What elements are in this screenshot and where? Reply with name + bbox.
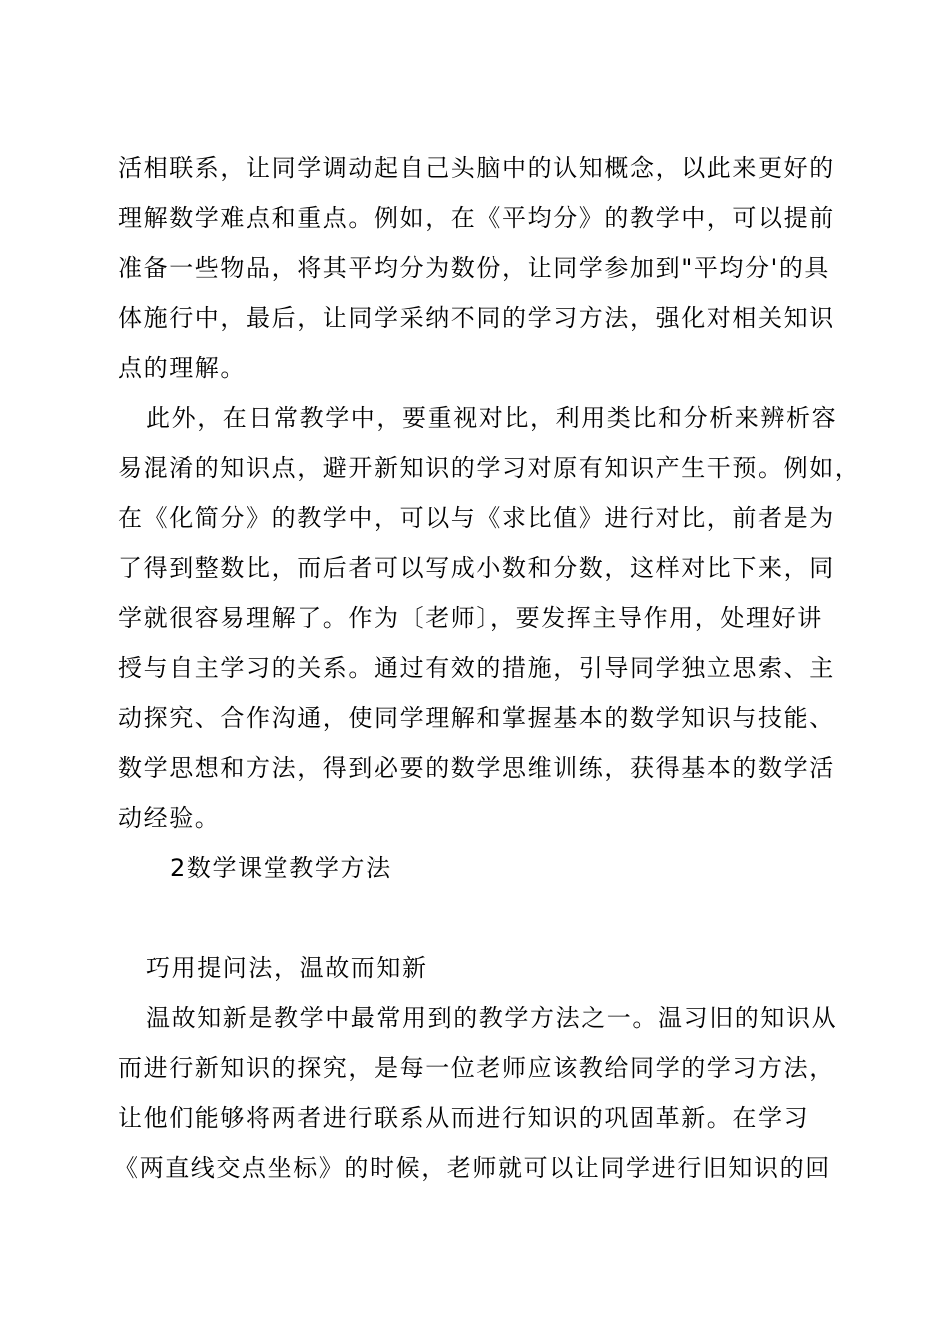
paragraph-2-line-4: 了得到整数比，而后者可以写成小数和分数，这样对比下来，同 <box>118 554 835 582</box>
paragraph-2-line-9: 动经验。 <box>118 804 221 832</box>
paragraph-1-line-5: 点的理解。 <box>118 354 246 382</box>
section-heading: 2数学课堂教学方法 <box>170 854 392 882</box>
paragraph-2-line-8: 数学思想和方法，得到必要的数学思维训练，获得基本的数学活 <box>118 754 835 782</box>
paragraph-1-line-1: 活相联系，让同学调动起自己头脑中的认知概念，以此来更好的 <box>118 154 835 182</box>
paragraph-1-line-3: 准备一些物品，将其平均分为数份，让同学参加到"平均分'的具 <box>118 254 831 282</box>
paragraph-2-line-7: 动探究、合作沟通，使同学理解和掌握基本的数学知识与技能、 <box>118 704 835 732</box>
paragraph-3-line-3: 让他们能够将两者进行联系从而进行知识的巩固革新。在学习 <box>118 1104 810 1132</box>
paragraph-3-line-2: 而进行新知识的探究，是每一位老师应该教给同学的学习方法， <box>118 1054 835 1082</box>
paragraph-2-line-6: 授与自主学习的关系。通过有效的措施，引导同学独立思索、主 <box>118 654 835 682</box>
paragraph-2-line-1: 此外，在日常教学中，要重视对比，利用类比和分析来辨析容 <box>146 404 838 432</box>
paragraph-2-line-2: 易混淆的知识点，避开新知识的学习对原有知识产生干预。例如， <box>118 454 861 482</box>
subsection-heading: 巧用提问法，温故而知新 <box>146 954 428 982</box>
paragraph-1-line-4: 体施行中，最后，让同学采纳不同的学习方法，强化对相关知识 <box>118 304 835 332</box>
paragraph-2-line-3: 在《化简分》的教学中，可以与《求比值》进行对比，前者是为 <box>118 504 835 532</box>
paragraph-3-line-4: 《两直线交点坐标》的时候，老师就可以让同学进行旧知识的回 <box>114 1154 831 1182</box>
paragraph-1-line-2: 理解数学难点和重点。例如，在《平均分》的教学中，可以提前 <box>118 204 835 232</box>
paragraph-2-line-5: 学就很容易理解了。作为〔老师〕，要发挥主导作用，处理好讲 <box>118 604 823 632</box>
paragraph-3-line-1: 温故知新是教学中最常用到的教学方法之一。温习旧的知识从 <box>146 1004 838 1032</box>
